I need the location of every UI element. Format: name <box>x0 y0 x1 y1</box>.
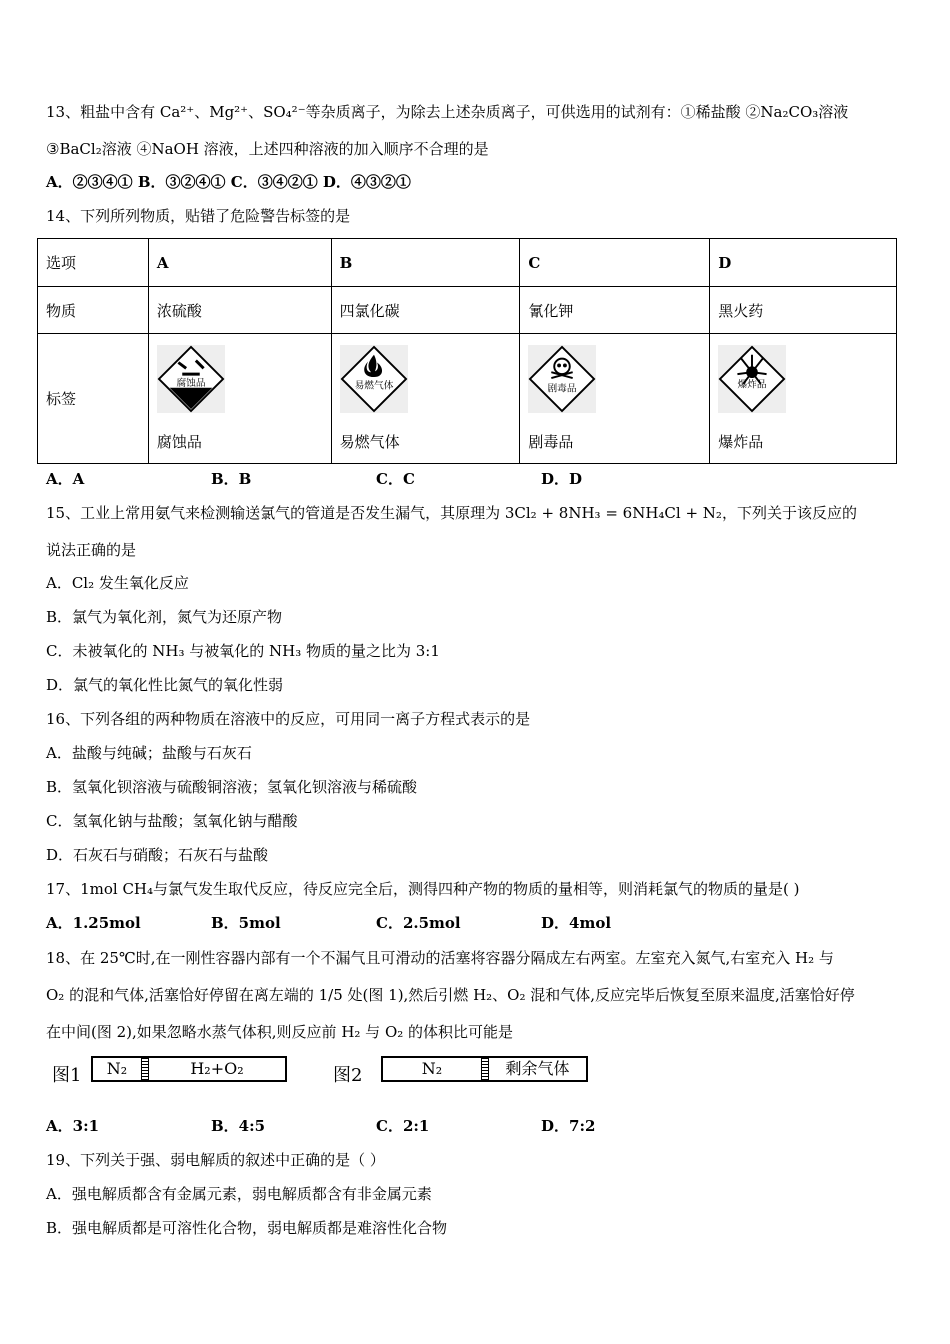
label-cell <box>331 334 520 464</box>
q18-stem-line1: 18、在 25℃时,在一刚性容器内部有一个不漏气且可滑动的活塞将容器分隔成左右两室。左室充入氮气,右室充入 H₂ 与 <box>46 949 834 967</box>
q17-stem: 17、1mol CH₄与氯气发生取代反应，待反应完全后，测得四种产物的物质的量相等，则消耗氯气的物质的量是( ) <box>46 880 800 898</box>
figure-2-right-chamber: 剩余气体 <box>505 1059 570 1078</box>
option: C．2:1 <box>376 1117 430 1135</box>
q15-option-c: C．未被氧化的 NH₃ 与被氧化的 NH₃ 物质的量之比为 3:1 <box>46 642 440 660</box>
figure-2-label: 图2 <box>333 1065 363 1086</box>
q15-option-b: B．氯气为氧化剂，氮气为还原产物 <box>46 608 283 626</box>
option: C．C <box>376 470 415 488</box>
substance-cell: 浓硫酸 <box>148 287 331 334</box>
q19-option-a: A．强电解质都含有金属元素，弱电解质都含有非金属元素 <box>46 1185 432 1203</box>
table-row <box>38 239 897 287</box>
flammable-gas-icon <box>340 345 408 413</box>
figure-1-right-chamber: H₂+O₂ <box>190 1059 244 1078</box>
row-label: 物质 <box>38 287 149 334</box>
figure-2-left-chamber: N₂ <box>421 1059 443 1078</box>
label-cell <box>710 334 897 464</box>
option: B．B <box>211 470 252 488</box>
option: C．2.5mol <box>376 914 461 932</box>
option: B．5mol <box>211 914 281 932</box>
figure-2-container <box>381 1056 588 1082</box>
q14-stem: 14、下列所列物质，贴错了危险警告标签的是 <box>46 207 351 225</box>
q17-options <box>46 913 611 933</box>
q16-stem: 16、下列各组的两种物质在溶液中的反应，可用同一离子方程式表示的是 <box>46 710 531 728</box>
figure-1-label: 图1 <box>52 1065 82 1086</box>
q16-option-a: A．盐酸与纯碱；盐酸与石灰石 <box>46 744 252 762</box>
q19-stem: 19、下列关于强、弱电解质的叙述中正确的是（ ） <box>46 1151 385 1169</box>
q18-stem-line2: O₂ 的混和气体,活塞恰好停留在离左端的 1/5 处(图 1),然后引燃 H₂、O₂ 混和气体,反应完毕后恢复至原来温度,活塞恰好停 <box>46 986 855 1004</box>
figure-1-left-chamber: N₂ <box>106 1059 128 1078</box>
q13-stem-line2: ③BaCl₂溶液 ④NaOH 溶液，上述四种溶液的加入顺序不合理的是 <box>46 140 489 158</box>
row-label: 标签 <box>38 334 149 464</box>
label-caption: 腐蚀品 <box>156 433 202 451</box>
option: D．4mol <box>541 914 612 932</box>
substance-cell: 黑火药 <box>710 287 897 334</box>
label-cell <box>520 334 710 464</box>
label-caption: 易燃气体 <box>339 433 400 451</box>
q16-option-c: C．氢氧化钠与盐酸；氢氧化钠与醋酸 <box>46 812 298 830</box>
label-cell <box>148 334 331 464</box>
option: B．4:5 <box>211 1117 266 1135</box>
header-cell: C <box>520 239 710 287</box>
q15-option-a: A．Cl₂ 发生氧化反应 <box>46 574 189 592</box>
option: A．1.25mol <box>46 914 141 932</box>
icon-text: 易燃气体 <box>354 380 394 392</box>
header-cell: D <box>710 239 897 287</box>
q15-option-d: D．氯气的氧化性比氮气的氧化性弱 <box>46 676 284 694</box>
q19-option-b: B．强电解质都是可溶性化合物，弱电解质都是难溶性化合物 <box>46 1219 448 1237</box>
q15-stem-line2: 说法正确的是 <box>46 541 137 559</box>
corrosive-hazard-icon <box>157 345 225 413</box>
option: A．A <box>46 470 85 488</box>
q13-stem-line1: 13、粗盐中含有 Ca²⁺、Mg²⁺、SO₄²⁻等杂质离子，为除去上述杂质离子，可供选用的试剂有：①稀盐酸 ②Na₂CO₃溶液 <box>46 103 849 121</box>
label-caption: 剧毒品 <box>528 433 574 451</box>
option: D．7:2 <box>541 1117 596 1135</box>
explosive-hazard-icon <box>718 345 786 413</box>
figure-1-container <box>91 1056 287 1082</box>
label-caption: 爆炸品 <box>718 433 764 451</box>
q18-stem-line3: 在中间(图 2),如果忽略水蒸气体积,则反应前 H₂ 与 O₂ 的体积比可能是 <box>46 1023 514 1041</box>
table-row <box>38 334 897 464</box>
header-cell: B <box>331 239 520 287</box>
header-cell: A <box>148 239 331 287</box>
option: A．3:1 <box>46 1117 100 1135</box>
icon-text: 腐蚀品 <box>176 377 206 389</box>
q14-options <box>46 469 582 489</box>
q13-options: A．②③④① B．③②④① C．③④②① D．④③②① <box>46 173 411 191</box>
q18-options <box>46 1116 595 1136</box>
icon-text: 剧毒品 <box>547 383 577 395</box>
toxic-skull-icon <box>528 345 596 413</box>
header-cell: 选项 <box>38 239 149 287</box>
piston <box>481 1058 489 1080</box>
q15-stem-line1: 15、工业上常用氨气来检测输送氯气的管道是否发生漏气，其原理为 3Cl₂ + 8NH₃ = 6NH₄Cl + N₂，下列关于该反应的 <box>46 504 857 522</box>
substance-cell: 氰化钾 <box>520 287 710 334</box>
table-row <box>38 287 897 334</box>
hazard-label-table <box>37 238 897 464</box>
option: D．D <box>541 470 583 488</box>
substance-cell: 四氯化碳 <box>331 287 520 334</box>
q16-option-b: B．氢氧化钡溶液与硫酸铜溶液；氢氧化钡溶液与稀硫酸 <box>46 778 418 796</box>
piston <box>141 1058 149 1080</box>
q16-option-d: D．石灰石与硝酸；石灰石与盐酸 <box>46 846 269 864</box>
icon-text: 爆炸品 <box>737 379 767 391</box>
